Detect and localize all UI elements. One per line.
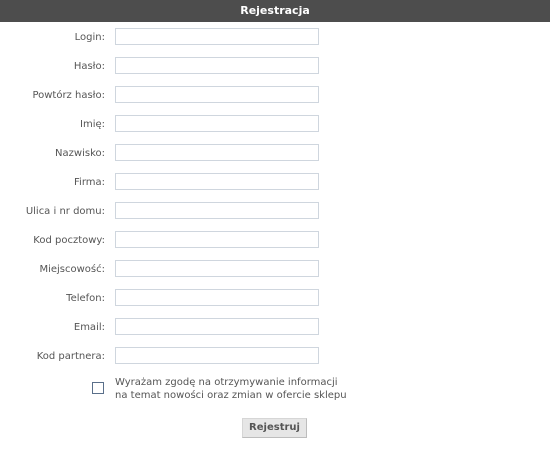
phone-input[interactable] <box>115 289 319 306</box>
form-row-company <box>0 173 550 193</box>
form-row-phone <box>0 289 550 309</box>
form-header <box>0 0 550 22</box>
company-input[interactable] <box>115 173 319 190</box>
city-input[interactable] <box>115 260 319 277</box>
form-row-first-name <box>0 115 550 135</box>
field-label-login: Login: <box>74 32 105 43</box>
postal-code-input[interactable] <box>115 231 319 248</box>
form-title: Rejestracja <box>240 4 310 17</box>
last-name-input[interactable] <box>115 144 319 161</box>
field-label-postal-code: Kod pocztowy: <box>33 235 105 246</box>
field-label-email: Email: <box>73 322 105 333</box>
first-name-input[interactable] <box>115 115 319 132</box>
form-row-login <box>0 28 550 48</box>
consent-label-line-2: na temat nowości oraz zmian w ofercie sklepu <box>115 390 347 401</box>
form-row-last-name <box>0 144 550 164</box>
consent-checkbox[interactable] <box>92 382 104 394</box>
form-row-partner-code <box>0 347 550 367</box>
field-label-password-repeat: Powtórz hasło: <box>32 90 105 101</box>
form-row-city <box>0 260 550 280</box>
form-row-password <box>0 57 550 77</box>
consent-label <box>115 376 355 402</box>
form-row-street <box>0 202 550 222</box>
form-row-email <box>0 318 550 338</box>
login-input[interactable] <box>115 28 319 45</box>
field-label-company: Firma: <box>74 177 105 188</box>
field-label-partner-code: Kod partnera: <box>36 351 105 362</box>
field-label-first-name: Imię: <box>80 119 105 130</box>
field-label-phone: Telefon: <box>66 293 105 304</box>
password-repeat-input[interactable] <box>115 86 319 103</box>
form-row-password-repeat <box>0 86 550 106</box>
field-label-last-name: Nazwisko: <box>55 148 105 159</box>
consent-label-line-1: Wyrażam zgodę na otrzymywanie informacji <box>115 377 338 388</box>
register-button[interactable]: Rejestruj <box>242 418 307 438</box>
field-label-street: Ulica i nr domu: <box>25 206 105 217</box>
street-input[interactable] <box>115 202 319 219</box>
form-row-postal-code <box>0 231 550 251</box>
field-label-password: Hasło: <box>73 61 105 72</box>
field-label-city: Miejscowość: <box>39 264 105 275</box>
partner-code-input[interactable] <box>115 347 319 364</box>
password-input[interactable] <box>115 57 319 74</box>
email-input[interactable] <box>115 318 319 335</box>
